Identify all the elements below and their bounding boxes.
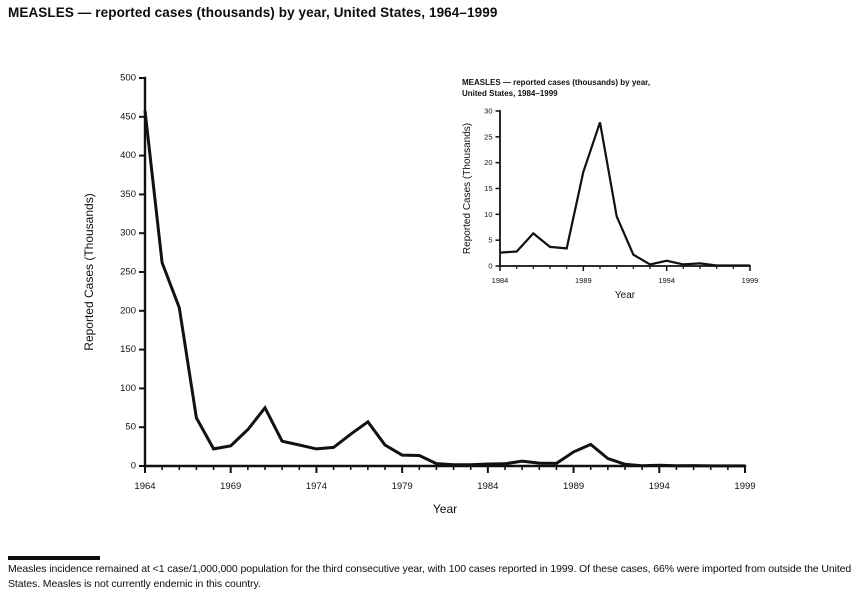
y-tick-label: 300 xyxy=(120,227,136,239)
y-tick-label: 250 xyxy=(120,266,136,278)
y-tick-label: 15 xyxy=(484,184,493,193)
inset-data-line xyxy=(500,122,750,265)
x-axis-label: Year xyxy=(432,502,458,516)
figure-title: MEASLES — reported cases (thousands) by year, United States, 1964–1999 xyxy=(8,5,498,20)
y-tick-label: 0 xyxy=(488,261,493,271)
x-tick-label: 1984 xyxy=(477,481,499,492)
y-tick-label: 350 xyxy=(120,188,136,200)
y-axis-label: Reported Cases (Thousands) xyxy=(462,122,473,255)
y-tick-label: 50 xyxy=(125,421,136,433)
inset-chart xyxy=(462,78,758,301)
y-tick-label: 100 xyxy=(120,382,136,394)
y-tick-label: 450 xyxy=(120,111,136,123)
x-tick-label: 1999 xyxy=(734,481,756,492)
y-tick-label: 0 xyxy=(130,460,136,472)
y-tick-label: 5 xyxy=(488,235,493,245)
y-tick-label: 10 xyxy=(484,209,493,219)
x-tick-label: 1999 xyxy=(741,276,759,285)
y-tick-label: 150 xyxy=(120,344,136,356)
x-tick-label: 1984 xyxy=(491,276,509,285)
y-tick-label: 25 xyxy=(484,132,493,142)
inset-title-line: United States, 1984–1999 xyxy=(462,89,558,98)
y-tick-label: 500 xyxy=(120,72,136,84)
inset-title-line: MEASLES — reported cases (thousands) by year, xyxy=(462,78,651,87)
x-axis-label: Year xyxy=(614,290,636,301)
x-tick-label: 1974 xyxy=(305,481,327,492)
y-tick-label: 30 xyxy=(484,106,493,116)
x-tick-label: 1964 xyxy=(134,481,156,492)
footnote-rule xyxy=(8,556,100,560)
x-tick-label: 1989 xyxy=(574,276,592,285)
main-chart xyxy=(82,73,756,517)
y-axis-label: Reported Cases (Thousands) xyxy=(82,193,96,351)
y-tick-label: 400 xyxy=(120,150,136,162)
x-tick-label: 1979 xyxy=(391,481,413,492)
main-data-line xyxy=(145,111,745,466)
footnote-text: Measles incidence remained at <1 case/1,000,000 population for the third consecutive year, with 100 cases reported in 1999. Of these cases, 66% were imported from outside the United States. Measles is not currently endemic in this country. xyxy=(8,563,852,590)
x-tick-label: 1994 xyxy=(658,276,676,285)
x-tick-label: 1969 xyxy=(220,481,242,492)
x-tick-label: 1994 xyxy=(648,481,670,492)
x-tick-label: 1989 xyxy=(563,481,585,492)
y-tick-label: 20 xyxy=(484,158,493,168)
y-tick-label: 200 xyxy=(120,305,136,317)
